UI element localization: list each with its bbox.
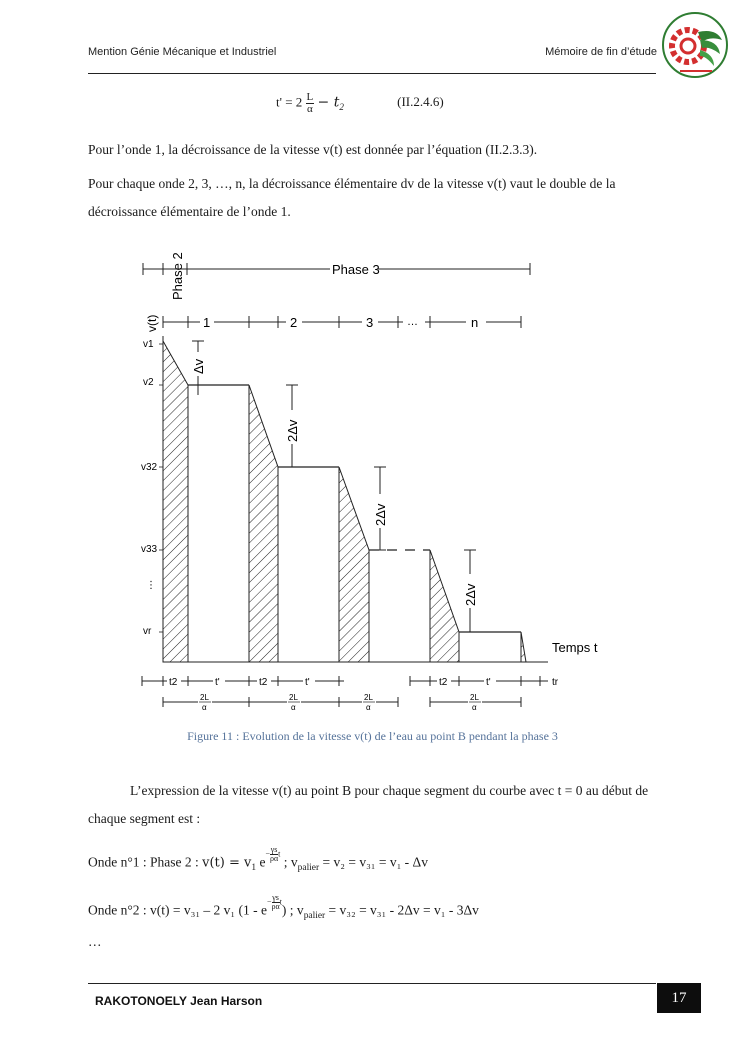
onde2-rest: ; v <box>289 902 304 918</box>
delta-v-label: Δv <box>191 358 206 374</box>
footer-rule <box>88 983 656 984</box>
equation-minus-t: − t <box>317 94 340 111</box>
equation-t-sub: 2 <box>339 102 344 113</box>
delta-2v-label-3: 2Δv <box>463 583 478 606</box>
two-l-alpha-num: 2L <box>470 693 479 702</box>
onde2-formula: v(t) = v₃₁ – 2 v₁ (1 - e <box>150 902 267 918</box>
t-label-t2-2: t2 <box>259 677 268 688</box>
t-label-tr: tr <box>552 677 559 688</box>
equation-frac-den: α <box>307 103 313 115</box>
t-label-tprime-1: t' <box>215 677 220 688</box>
segment-label-n: n <box>471 315 479 330</box>
two-l-alpha-num: 2L <box>200 693 209 702</box>
equation-lhs: t' = 2 <box>276 94 303 110</box>
figure-caption: Figure 11 : Evolution de la vitesse v(t) de l’eau au point B pendant la phase 3 <box>187 729 558 743</box>
t-label-tprime-3: t' <box>486 677 491 688</box>
hatch-end <box>521 632 526 662</box>
onde2-palier: palier <box>303 911 326 922</box>
onde1-palier: palier <box>297 863 320 874</box>
two-l-alpha-den: α <box>291 703 296 712</box>
y-axis-label: v(t) <box>145 314 159 332</box>
segment-label-2: 2 <box>290 315 298 330</box>
onde2-exp-num: γs <box>272 893 279 902</box>
hatch-wave-3 <box>339 467 369 662</box>
expression-intro: L’expression de la vitesse v(t) au point B pour chaque segment du courbe avec t = 0 au début de chaque segment est : <box>88 783 649 826</box>
equation-number: (II.2.4.6) <box>397 94 444 110</box>
two-l-alpha-1 <box>198 692 212 712</box>
two-l-alpha-num: 2L <box>289 693 298 702</box>
onde1-exponent <box>265 846 280 863</box>
onde1-e: e <box>256 854 266 870</box>
onde1-tail: = v₂ = v₃₁ = v₁ - Δv <box>322 854 428 870</box>
y-ticks <box>159 344 163 632</box>
segment-label-ellipsis: … <box>407 316 418 328</box>
onde1-exp-t: t <box>278 849 281 859</box>
header-right: Mémoire de fin d’étude <box>545 46 657 58</box>
onde2-close: ) <box>281 902 287 918</box>
onde1-label: Onde n°1 : Phase 2 : <box>88 854 199 870</box>
two-l-alpha-num: 2L <box>364 693 373 702</box>
t-label-t2-1: t2 <box>169 677 178 688</box>
segment-label-1: 1 <box>203 315 211 330</box>
y-label-v33: v33 <box>141 544 158 555</box>
ellipsis-line: … <box>88 934 102 949</box>
page-number: 17 <box>657 983 701 1013</box>
footer-author: RAKOTONOELY Jean Harson <box>95 994 263 1008</box>
paragraph-ondes: Pour chaque onde 2, 3, …, n, la décroissance élémentaire dv de la vitesse v(t) vaut le double de la décroissance élémentaire de l’onde 1. <box>88 176 616 219</box>
onde2-exp-den: ρα <box>271 902 280 911</box>
y-label-vr: vr <box>143 626 152 637</box>
two-l-alpha-den: α <box>472 703 477 712</box>
onde1-formula: v(t) = v <box>202 855 252 871</box>
onde2-exp-t: t <box>279 897 282 907</box>
onde2-exp-prefix: − <box>266 897 272 907</box>
segment-label-3: 3 <box>366 315 374 330</box>
onde1-line <box>88 846 658 882</box>
y-label-v2: v2 <box>143 377 154 388</box>
paragraph-onde1: Pour l’onde 1, la décroissance de la vitesse v(t) est donnée par l’équation (II.2.3.3). <box>88 142 538 157</box>
onde2-line <box>88 894 658 930</box>
two-l-alpha-3 <box>362 692 376 712</box>
two-l-alpha-den: α <box>366 703 371 712</box>
y-label-v32: v32 <box>141 462 158 473</box>
hatch-wave-2 <box>249 385 278 662</box>
two-l-alpha-4 <box>468 692 482 712</box>
onde1-rest: ; v <box>283 854 298 870</box>
phase3-label: Phase 3 <box>332 262 380 277</box>
onde1-exp-den: ρα <box>269 854 279 863</box>
onde2-label: Onde n°2 : <box>88 902 147 918</box>
t-label-t2-3: t2 <box>439 677 448 688</box>
x-axis-label: Temps t <box>552 640 598 655</box>
onde2-tail: = v₃₂ = v₃₁ - 2Δv = v₁ - 3Δv <box>328 902 479 918</box>
t-label-tprime-2: t' <box>305 677 310 688</box>
onde1-sub1: 1 <box>251 863 257 874</box>
hatch-wave-n <box>430 550 459 662</box>
phase2-label: Phase 2 <box>170 252 185 300</box>
y-label-dots: ⋮ <box>146 580 156 591</box>
equation-frac-num: L <box>306 91 314 103</box>
two-l-alpha-den: α <box>202 703 207 712</box>
onde1-exp-prefix: − <box>265 849 270 859</box>
delta-2v-label-2: 2Δv <box>373 503 388 526</box>
delta-2v-label-1: 2Δv <box>285 419 300 442</box>
two-l-alpha-2 <box>287 692 301 712</box>
hatch-wave-1 <box>163 341 188 662</box>
onde1-exp-num: γs <box>270 845 278 854</box>
y-label-v1: v1 <box>143 339 154 350</box>
header-left: Mention Génie Mécanique et Industriel <box>88 46 277 58</box>
onde2-exponent <box>267 894 282 911</box>
